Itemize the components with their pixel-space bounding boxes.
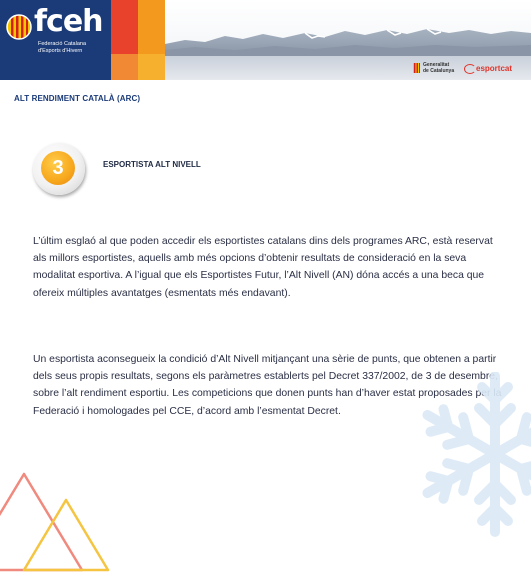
fceh-logo[interactable] — [0, 0, 111, 80]
sponsor-generalitat-line1[interactable]: Generalitat — [423, 62, 450, 68]
header-banner — [0, 0, 531, 80]
generalitat-flag-icon — [413, 63, 420, 73]
logo-subtitle-line1: Federació Catalana — [38, 41, 87, 47]
level-title: ESPORTISTA ALT NIVELL — [103, 160, 201, 169]
paragraph-intro: L’últim esglaó al que poden accedir els esportistes catalans dins dels programes ARC, està reservat als millors esportistes, aquells amb més opcions d’obtenir resultats de consideració en la seva modalitat esportiva. A l’igual que els Esportistes Futur, l’Alt Nivell (AN) dóna accés a una beca que ofereix múltiples avantatges (esmentats més endavant). — [33, 236, 493, 299]
triangles-decoration-icon — [0, 470, 110, 573]
paragraph-criteria: Un esportista aconsegueix la condició d’Alt Nivell mitjançant una sèrie de punts, que obtenen a partir dels seus propis resultats, segons els paràmetres establerts pel Decret 337/2002, de 3 de desembre, sobre l’alt rendiment esportiu. Les competicions que donen punts han d’haver estat proposades per la Federació i homologades pel CCE, d’acord amb l’esmentat Decret. — [33, 354, 502, 417]
snowflake-decoration-icon — [415, 372, 531, 544]
catalan-emblem-icon — [6, 14, 32, 40]
logo-wordmark: fceh — [34, 4, 103, 39]
header-stripe-yellow — [111, 54, 165, 80]
section-title: ALT RENDIMENT CATALÀ (ARC) — [14, 94, 141, 103]
sponsor-generalitat-line2[interactable]: de Catalunya — [423, 68, 455, 74]
sponsor-esportcat[interactable]: esportcat — [476, 64, 513, 73]
logo-subtitle-line2: d'Esports d'Hivern — [38, 48, 83, 54]
level-number-badge — [33, 143, 85, 195]
esportcat-logo-icon — [464, 64, 476, 74]
level-number: 3 — [52, 157, 64, 179]
